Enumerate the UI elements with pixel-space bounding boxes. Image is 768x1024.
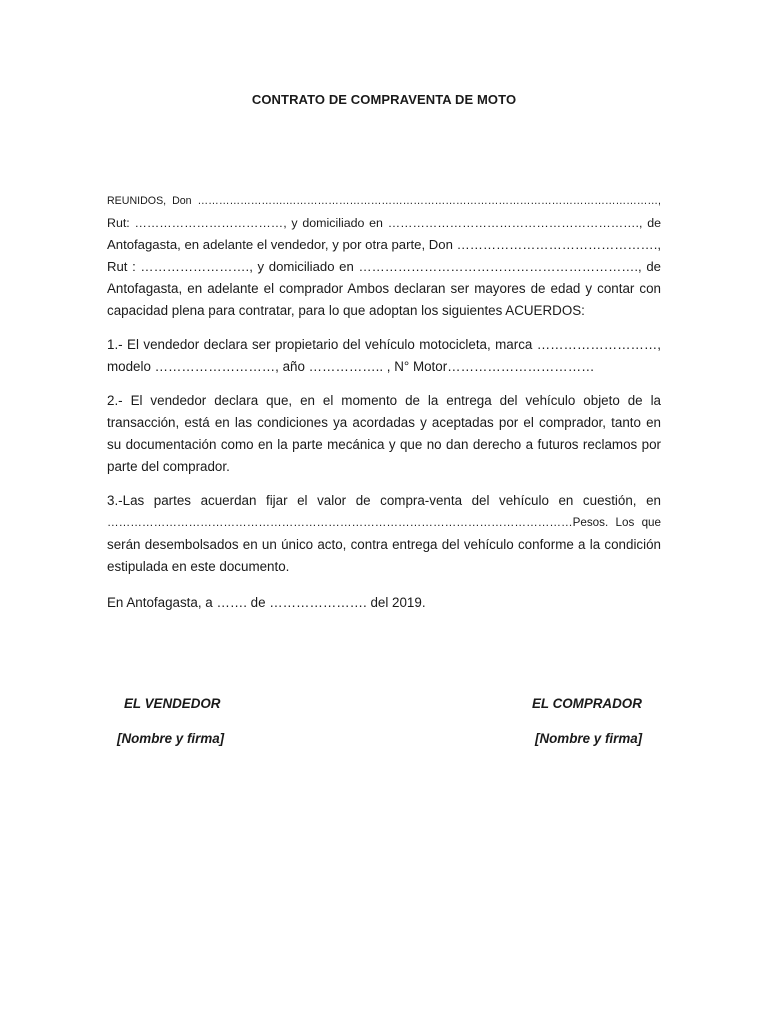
- paragraph-line: transacción, está en las condiciones ya acordadas y aceptadas por el comprador, tanto en: [107, 415, 661, 430]
- paragraph-line: modelo ………………………, año …………….. , N° Motor……………………………: [107, 359, 595, 374]
- paragraph-line: 2.- El vendedor declara que, en el momento de la entrega del vehículo objeto de la: [107, 393, 661, 408]
- paragraph-line: REUNIDOS, Don …………………….……………………………………………………………………………………………,: [107, 195, 661, 207]
- paragraph-line: estipulada en este documento.: [107, 559, 290, 574]
- buyer-signature-placeholder: [Nombre y firma]: [535, 731, 643, 746]
- paragraph-line: Rut : ……………………., y domiciliado en ………………………………………………………., de: [107, 259, 661, 274]
- paragraph-clause-2: [107, 390, 661, 478]
- closing-date-line: [107, 592, 661, 614]
- seller-signature-placeholder: [Nombre y firma]: [117, 731, 225, 746]
- paragraph-clause-3: [107, 490, 661, 578]
- buyer-signature-title: EL COMPRADOR: [532, 696, 642, 711]
- paragraph-line: serán desembolsados en un único acto, contra entrega del vehículo conforme a la condición: [107, 537, 661, 552]
- paragraph-line: Antofagasta, en adelante el vendedor, y por otra parte, Don ……………………………………….,: [107, 237, 661, 252]
- paragraph-line: parte del comprador.: [107, 459, 230, 474]
- paragraph-clause-1: [107, 334, 661, 378]
- paragraph-line: Antofagasta, en adelante el comprador Ambos declaran ser mayores de edad y contar con: [107, 281, 661, 296]
- paragraph-line: su documentación como en la parte mecánica y que no dan derecho a futuros reclamos por: [107, 437, 661, 452]
- paragraph-line: Rut: ………………………………, y domiciliado en ……………………………………………………., de: [107, 216, 661, 230]
- paragraph-line: …………………………………………………………………………………………………………Pesos. Los que: [107, 516, 661, 529]
- paragraph-line: 3.-Las partes acuerdan fijar el valor de compra-venta del vehículo en cuestión, en: [107, 493, 661, 508]
- paragraph-line: capacidad plena para contratar, para lo que adoptan los siguientes ACUERDOS:: [107, 303, 585, 318]
- paragraph-line: En Antofagasta, a ……. de …………………. del 2019.: [107, 595, 426, 610]
- paragraph-parties: [107, 190, 661, 322]
- document-title: CONTRATO DE COMPRAVENTA DE MOTO: [251, 92, 517, 107]
- seller-signature-title: EL VENDEDOR: [124, 696, 221, 711]
- paragraph-line: 1.- El vendedor declara ser propietario del vehículo motocicleta, marca ………………………,: [107, 337, 661, 352]
